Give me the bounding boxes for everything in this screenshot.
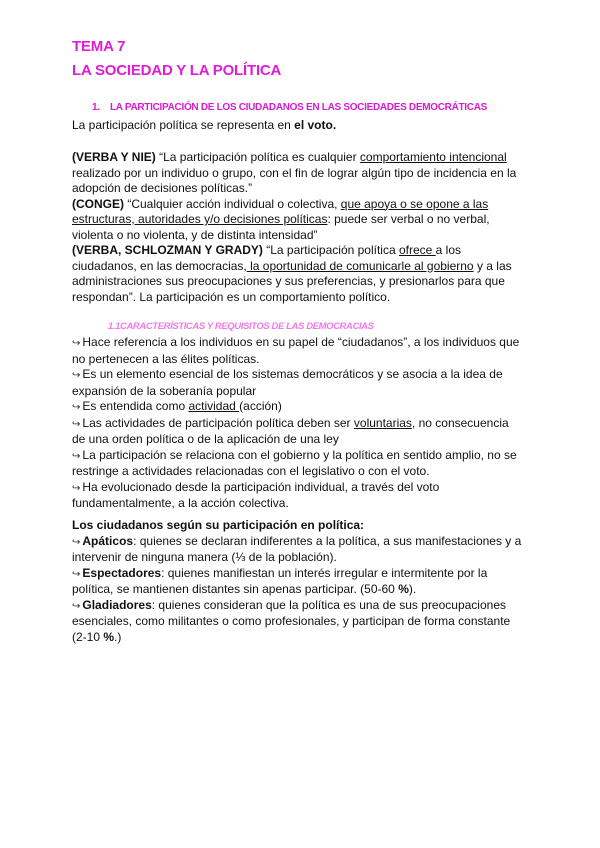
underlined-term: voluntarias <box>353 415 412 430</box>
section-1-number: 1. <box>92 102 100 113</box>
quote-text: : puede ser verbal o no verbal, <box>327 212 490 226</box>
hook-arrow-icon: ↪ <box>72 536 81 548</box>
hook-arrow-icon: ↪ <box>72 338 81 349</box>
list-item-continuation: fundamentalmente, a la acción colectiva. <box>72 496 289 510</box>
list-item-text: : quienes manifiestan un interés irregular e intermitente por la <box>161 565 488 580</box>
list-item-continuation: de una orden política o de la aplicación de una ley <box>72 432 339 446</box>
quote-text: a los <box>435 243 462 257</box>
list-item-text: (2-10 <box>72 629 104 644</box>
intro-bold: el voto. <box>294 118 337 132</box>
hook-arrow-icon: ↪ <box>72 482 81 494</box>
list-item <box>72 335 532 352</box>
quote-underlined: comportamiento intencional <box>359 150 507 164</box>
list-item-text: : quienes consideran que la política es una de sus preocupaciones <box>151 597 506 612</box>
list-item-gladiadores <box>72 598 532 615</box>
list-item-continuation <box>72 630 532 646</box>
section-1-heading <box>92 102 487 113</box>
definitions-block <box>72 150 532 305</box>
list-item-text: (acción) <box>239 399 282 413</box>
types-heading: Los ciudadanos según su participación en política: <box>72 518 365 532</box>
list-item-continuation <box>72 582 532 598</box>
section-1-1-heading: 1.1CARACTERÍSTICAS Y REQUISITOS DE LAS DEMOCRACIAS <box>108 321 374 332</box>
intro-paragraph <box>72 118 532 134</box>
list-item-apaticos <box>72 534 532 551</box>
list-item <box>72 480 532 497</box>
quote-text: “Cualquier acción individual o colectiva, <box>124 196 341 211</box>
vsg-line-3: administraciones sus preocupaciones y sus preferencias, y presionarlos para que <box>72 274 505 288</box>
list-item-text: Es entendida como <box>82 399 189 413</box>
quote-underlined: que apoya o se opone a las <box>340 196 489 211</box>
verba-nie-line-3: adopción de decisiones políticas.” <box>72 181 253 195</box>
quote-underlined: estructuras, autoridades y/o decisiones políticas <box>72 212 328 226</box>
hook-arrow-icon: ↪ <box>72 418 81 430</box>
topic-number: TEMA 7 <box>72 38 126 55</box>
section-1-heading-text: LA PARTICIPACIÓN DE LOS CIUDADANOS EN LAS SOCIEDADES DEMOCRÁTICAS <box>110 102 487 113</box>
verba-nie-line-1 <box>72 150 532 166</box>
list-item-text: política, se mantienen distantes sin apenas participar. (50-60 <box>72 582 399 596</box>
hook-arrow-icon: ↪ <box>72 402 81 413</box>
term-espectadores: Espectadores <box>82 565 162 580</box>
list-item-text: : quienes se declaran indiferentes a la política, a sus manifestaciones y a <box>133 533 522 548</box>
author-verba-nie: (VERBA Y NIE) <box>72 150 156 164</box>
term-apaticos: Apáticos <box>82 533 134 548</box>
hook-arrow-icon: ↪ <box>72 600 81 612</box>
list-item-continuation: intervenir de ninguna manera (⅓ de la población). <box>72 550 337 564</box>
conge-line-3: violenta o no violenta, y de distinta intensidad” <box>72 227 318 242</box>
verba-nie-line-2: realizado por un individuo o grupo, con el fin de lograr algún tipo de incidencia en la <box>72 165 517 180</box>
quote-text: “La participación política es cualquier <box>155 150 360 164</box>
intro-text: La participación política se representa en <box>72 118 295 132</box>
quote-text: y a las <box>473 258 512 273</box>
quote-text: ciudadanos, en las democracias, <box>72 258 247 273</box>
list-item-text: .) <box>114 629 122 644</box>
list-item-text: Ha evolucionado desde la participación individual, a través del voto <box>82 479 440 494</box>
percent-sign: % <box>398 582 409 596</box>
list-item-text: Es un elemento esencial de los sistemas democráticos y se asocia a la idea de <box>82 367 503 381</box>
list-item-continuation: no pertenecen a las élites políticas. <box>72 351 260 366</box>
percent-sign: % <box>103 629 115 644</box>
list-item <box>72 399 532 416</box>
list-item <box>72 367 532 384</box>
hook-arrow-icon: ↪ <box>72 370 81 381</box>
conge-line-1 <box>72 197 532 213</box>
list-item-continuation: expansión de la soberanía popular <box>72 383 257 398</box>
term-gladiadores: Gladiadores <box>82 597 152 612</box>
vsg-line-1 <box>72 243 532 259</box>
underlined-term: actividad <box>188 399 240 413</box>
hook-arrow-icon: ↪ <box>72 450 81 462</box>
characteristics-list <box>72 335 532 512</box>
list-item-continuation: restringe a actividades relacionadas con el legislativo o con el voto. <box>72 464 430 478</box>
author-verba-schlozman-grady: (VERBA, SCHLOZMAN Y GRADY) <box>72 243 263 257</box>
quote-underlined: la oportunidad de comunicarle al gobierno <box>246 258 474 273</box>
list-item-espectadores <box>72 566 532 583</box>
list-item-text: Hace referencia a los individuos en su papel de “ciudadanos”, a los individuos que <box>82 335 520 349</box>
vsg-line-4: respondan”. La participación es un comportamiento político. <box>72 289 391 304</box>
list-item-continuation: esenciales, como militantes o como profesionales, y participan de forma constante <box>72 614 511 628</box>
vsg-line-2 <box>72 259 532 275</box>
list-item-text: Las actividades de participación política deben ser <box>82 415 354 430</box>
hook-arrow-icon: ↪ <box>72 568 81 580</box>
quote-text: “La participación política <box>262 243 399 257</box>
conge-line-2 <box>72 212 532 228</box>
list-item <box>72 416 532 433</box>
participation-types <box>72 518 532 645</box>
list-item-text: La participación se relaciona con el gobierno y la política en sentido amplio, no se <box>82 447 517 462</box>
page-title: LA SOCIEDAD Y LA POLÍTICA <box>72 62 282 79</box>
list-item-text: , no consecuencia <box>411 415 509 430</box>
author-conge: (CONGE) <box>72 196 124 211</box>
quote-underlined: ofrece <box>398 243 436 257</box>
list-item <box>72 448 532 465</box>
list-item-text: ). <box>408 582 417 596</box>
